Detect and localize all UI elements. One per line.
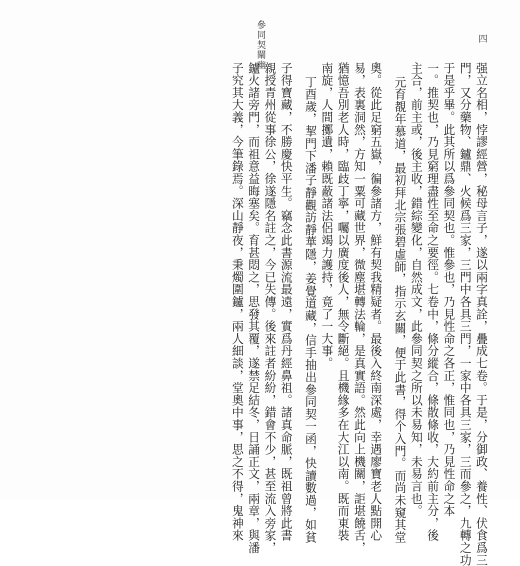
text-column: 門，又分藥物、鑪鼎、火候爲三家，三門中各具三門，一家中各具三家，三而參之，九轉之功: [458, 62, 473, 566]
text-column: 奧。從此足窮五嶽，徧參諸方，鮮有契我精疑者。最後入終南深處，幸遇廖寶老人點開心: [369, 62, 384, 542]
page-number: 四: [478, 35, 488, 45]
running-header-title: 參同契闡幽: [255, 20, 265, 70]
text-column: 元育覩年慕道，最初拜北宗張碧虛師，指示玄關，便于此書，得个入門。而尚未窺其堂: [393, 76, 408, 544]
vertical-text-body: [50, 62, 490, 566]
text-column: 强立名相，悖謬經營，秘母言子，遂以兩字真詮，疊成七卷。于是，分御政、養性、伏食爲三: [475, 62, 489, 566]
text-column: 丁酉歲，挈門下潘子靜觀訪靜華隱，姜覺道藏，信手抽出參同契一函，快讀數過，如貧: [304, 76, 319, 544]
text-column: 南旋，人間擲遺，賴既蔽諸法侶竭力護持，竟了一大事。: [320, 62, 335, 370]
text-column: 一。推契也，乃見窮理盡性至命之要徑。七卷中，條分縱合，條散條收，大約前主分，後: [426, 62, 441, 542]
text-column: 猶憶吾別老人時，臨歧丁寧，囑以廣度後人，無令斷絕。且機緣多在大江以南。既而東裝: [336, 62, 351, 542]
text-column: 于是乎畢。此其所以爲參同契也。惟參也，乃見性命之各正，惟同也，乃見性命之本: [442, 62, 457, 518]
text-column: 親授青州從事徐公，徐遂隱名註之，今已失傳。後來註者紛紛，錯會不少，甚至流入旁家，: [263, 62, 278, 554]
text-column: 子得寶藏，不勝慶快平生。竊念此書源流最遠，實爲丹經鼻祖。諸真命脈，既祖曾將此書: [279, 62, 294, 542]
text-column: 易，表裏洞然，方知一粟可藏世界，微塵堪轉法輪，是真實語。然此向上機關，詎堪饒舌，: [352, 62, 367, 554]
text-column: 鑪火諸旁門，而祖意益晦塞矣。育甚悶之，思發其覆，遂禁足結冬，日誦正文，兩章，與潘: [247, 62, 262, 554]
text-column: 主合，前主或，後主收，錯綜變化，自然成文，此參同契之所以未易知，未易言也。: [409, 62, 424, 518]
text-column: 子究其大義，今筆錄焉。深山靜夜，秉燭圍鑪，兩人細談，堂奧中事，思之不得，鬼神來: [230, 62, 245, 542]
